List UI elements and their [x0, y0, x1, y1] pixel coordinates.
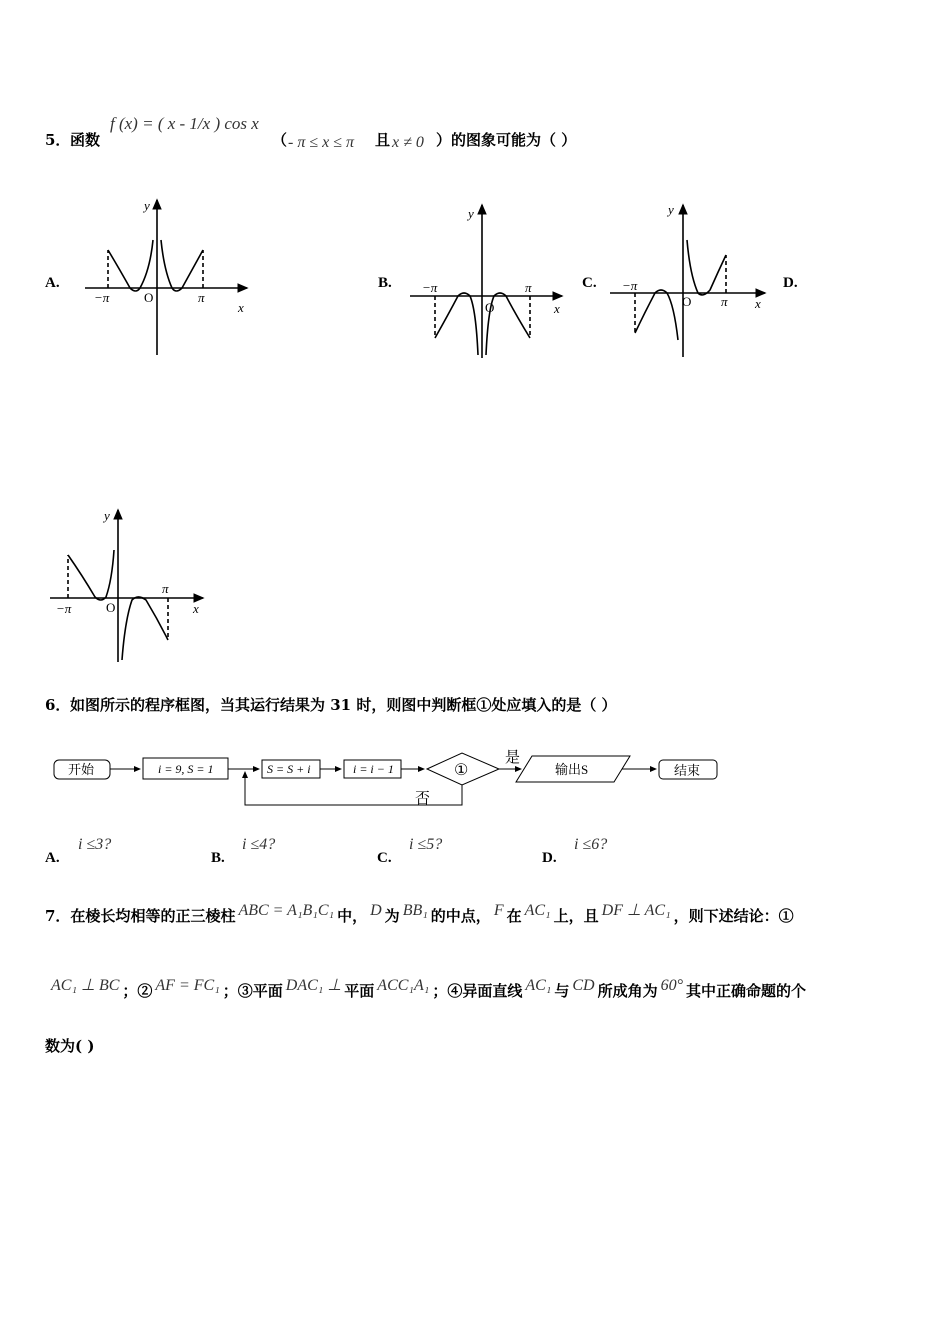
q6-text: 如图所示的程序框图，当其运行结果为 31 时，则图中判断框①处应填入的是（ ） [70, 696, 617, 714]
q7-text: 中， [337, 907, 368, 925]
flow-yes: 是 [505, 750, 521, 766]
q7-text: ；④异面直线 [432, 982, 523, 1000]
flow-start: 开始 [68, 762, 95, 777]
graph-b-pi: π [525, 280, 532, 295]
q7-math: F [493, 902, 504, 919]
flow-decision: ① [454, 762, 469, 779]
q6-option-b-label[interactable]: B. [211, 850, 225, 866]
graph-c-x: x [755, 296, 761, 311]
q7-text: ；③平面 [222, 982, 283, 1000]
q7-math: ACC₁A₁ [377, 977, 430, 994]
flow-step1: S = S + i [267, 762, 311, 776]
q7-math: CD [572, 977, 595, 994]
q5-formula: f (x) = ( x - 1/x ) cos x [110, 114, 259, 133]
graph-b-origin: O [485, 300, 495, 315]
q6-flowchart [54, 753, 717, 805]
graph-a-y: y [144, 198, 150, 213]
q5-option-a[interactable]: A. [45, 275, 60, 291]
graph-d-x: x [193, 601, 199, 616]
q7-line-2 [48, 975, 806, 1001]
q6-option-d-label[interactable]: D. [542, 850, 557, 866]
graph-c-pi: π [721, 294, 728, 309]
q5-option-c[interactable]: C. [582, 275, 597, 291]
q7-text: 上，且 [553, 907, 599, 925]
q5-option-d[interactable]: D. [783, 275, 798, 291]
q7-text: 的中点， [430, 907, 491, 925]
q7-text: 所成角为 [597, 982, 658, 1000]
q7-math: D [370, 902, 382, 919]
q7-text: 与 [554, 982, 570, 1000]
graph-b-neg-pi: −π [422, 280, 438, 295]
q7-text: ，则下述结论：① [673, 907, 794, 925]
q7-math: ABC = A₁B₁C₁ [238, 902, 335, 919]
q7-text: 7．在棱长均相等的正三棱柱 [45, 907, 236, 925]
q6-option-a-label[interactable]: A. [45, 850, 60, 866]
graph-d-neg-pi: −π [56, 601, 72, 616]
flow-init: i = 9, S = 1 [158, 762, 214, 776]
q6-option-c-value: i ≤5? [409, 836, 443, 853]
q6-option-b-value: i ≤4? [242, 836, 276, 853]
graph-b-x: x [554, 301, 560, 316]
graph-d-origin: O [106, 600, 116, 615]
q7-text: 在 [506, 907, 522, 925]
q7-text: ；② [122, 982, 153, 1000]
q5-option-b[interactable]: B. [378, 275, 392, 291]
q7-math: 60° [660, 977, 684, 994]
q5-prefix: 函数 [70, 131, 101, 149]
q6-number: 6． [45, 696, 71, 714]
graph-c-neg-pi: −π [622, 278, 638, 293]
graph-d-y: y [104, 508, 110, 523]
graph-c-y: y [668, 202, 674, 217]
graph-a-neg-pi: −π [94, 290, 110, 305]
graph-a-origin: O [144, 290, 154, 305]
q7-text: 为 [384, 907, 400, 925]
flow-output: 输出S [555, 762, 589, 777]
q7-math: DAC₁ ⊥ [285, 977, 342, 994]
q5-cond: x ≠ 0 [392, 134, 424, 151]
q5-and: 且 [375, 131, 391, 149]
flow-step2: i = i − 1 [353, 762, 394, 776]
q7-math: AC₁ [525, 977, 552, 994]
q6-option-a-value: i ≤3? [78, 836, 112, 853]
graph-c-origin: O [682, 294, 692, 309]
graph-b-y: y [468, 206, 474, 221]
flow-end: 结束 [674, 763, 701, 778]
q6-option-c-label[interactable]: C. [377, 850, 392, 866]
q7-math: AC₁ [524, 902, 551, 919]
q7-text: 其中正确命题的个 [686, 982, 807, 1000]
q7-math: AC₁ ⊥ BC [51, 977, 120, 994]
graph-a [85, 200, 247, 355]
q5-number: 5． [45, 131, 71, 149]
q7-line-3: 数为( ) [45, 1037, 95, 1055]
q7-math: BB₁ [402, 902, 428, 919]
q5-open: （ [272, 131, 288, 149]
q7-line-1 [45, 900, 794, 926]
q7-text: 平面 [344, 982, 375, 1000]
q7-math: AF = FC₁ [155, 977, 220, 994]
graph-d-pi: π [162, 581, 169, 596]
flow-no: 否 [415, 791, 431, 807]
graph-a-pi: π [198, 290, 205, 305]
q6-option-d-value: i ≤6? [574, 836, 608, 853]
graph-a-x: x [238, 300, 244, 315]
q5-suffix: ）的图象可能为（ ） [436, 131, 577, 149]
graph-d [50, 510, 203, 662]
q7-math: DF ⊥ AC₁ [601, 902, 671, 919]
q5-domain: - π ≤ x ≤ π [288, 134, 355, 151]
